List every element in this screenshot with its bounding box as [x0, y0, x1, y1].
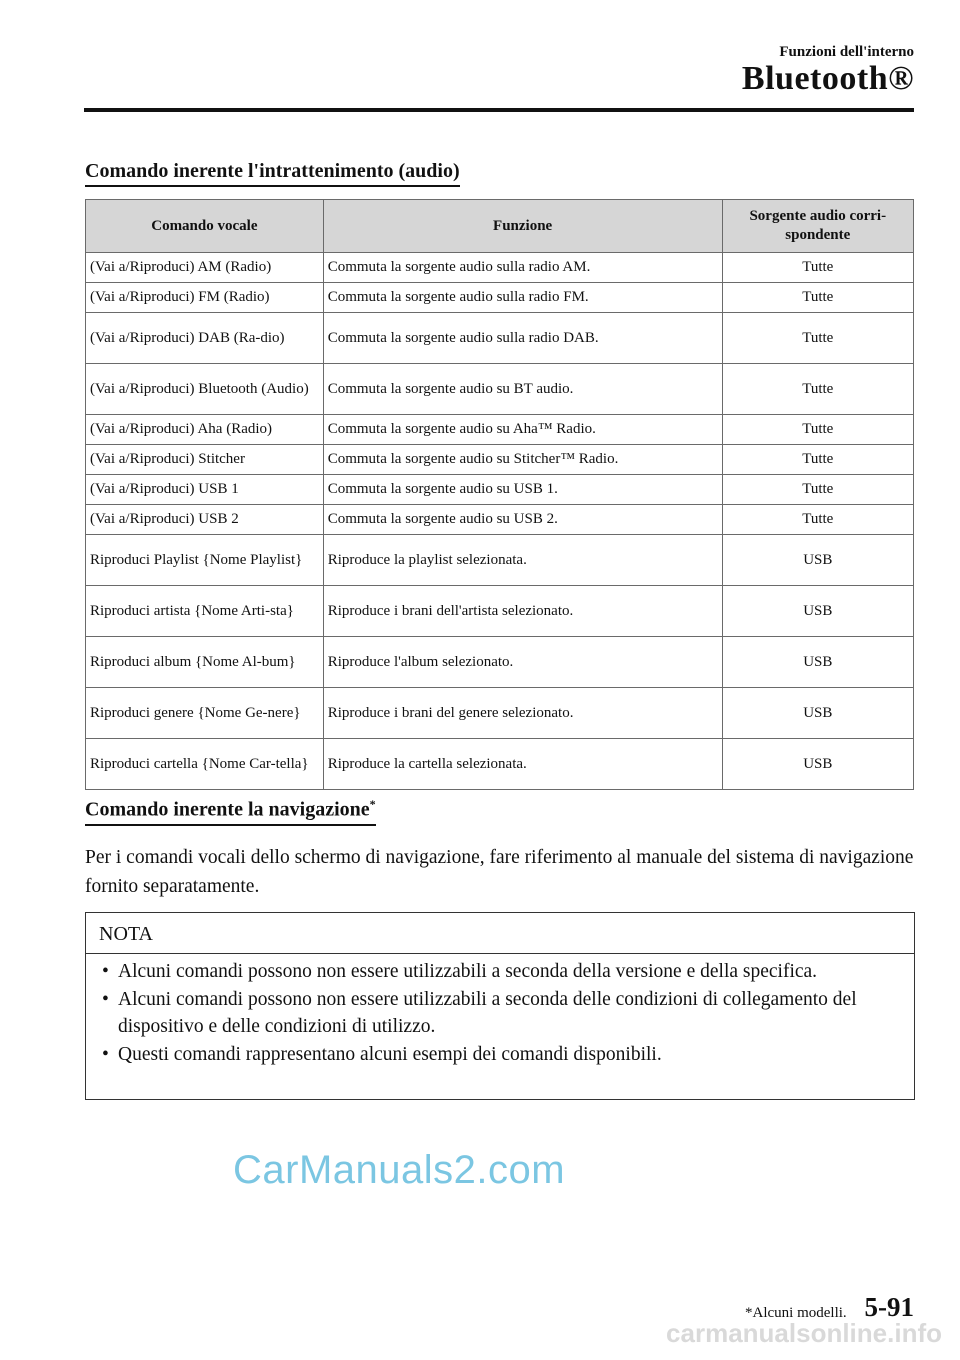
table-row: [86, 637, 914, 688]
navigation-text: Per i comandi vocali dello schermo di navigazione, fare riferimento al manuale del sistema di navigazione fornito separatamente.: [85, 847, 914, 897]
cell-function: Commuta la sorgente audio su Aha™ Radio.: [323, 415, 722, 445]
cell-command: Riproduci artista {Nome Arti-sta}: [86, 586, 324, 637]
cell-function: Commuta la sorgente audio su USB 2.: [323, 505, 722, 535]
footer-note: *Alcuni modelli.: [745, 1305, 847, 1321]
bullet-icon: •: [102, 1043, 109, 1065]
cell-command: (Vai a/Riproduci) Aha (Radio): [86, 415, 324, 445]
cell-function: Commuta la sorgente audio sulla radio AM.: [323, 253, 722, 283]
bullet-icon: •: [102, 961, 109, 982]
cell-source: USB: [722, 586, 913, 637]
column-header-command: Comando vocale: [86, 200, 324, 253]
cell-command: (Vai a/Riproduci) AM (Radio): [86, 253, 324, 283]
column-header-function: Funzione: [323, 200, 722, 253]
cell-command: Riproduci cartella {Nome Car-tella}: [86, 739, 324, 790]
cell-function: Riproduce la cartella selezionata.: [323, 739, 722, 790]
cell-function: Riproduce l'album selezionato.: [323, 637, 722, 688]
header-divider: [84, 108, 914, 112]
note-item: [86, 986, 914, 1041]
cell-command: (Vai a/Riproduci) Bluetooth (Audio): [86, 364, 324, 415]
column-header-source: Sorgente audio corri-spondente: [722, 200, 913, 253]
entertainment-heading: Comando inerente l'intrattenimento (audio): [85, 160, 460, 187]
cell-source: Tutte: [722, 505, 913, 535]
note-item: [86, 1041, 914, 1069]
cell-source: Tutte: [722, 253, 913, 283]
watermark: CarManuals2.com: [233, 1148, 566, 1192]
cell-command: (Vai a/Riproduci) DAB (Ra-dio): [86, 313, 324, 364]
table-row: [86, 475, 914, 505]
cell-source: Tutte: [722, 364, 913, 415]
cell-command: (Vai a/Riproduci) USB 2: [86, 505, 324, 535]
cell-function: Commuta la sorgente audio su Stitcher™ Radio.: [323, 445, 722, 475]
cell-source: Tutte: [722, 283, 913, 313]
cell-function: Commuta la sorgente audio sulla radio FM.: [323, 283, 722, 313]
cell-source: Tutte: [722, 475, 913, 505]
cell-function: Riproduce la playlist selezionata.: [323, 535, 722, 586]
voice-command-table: [85, 199, 914, 790]
cell-command: (Vai a/Riproduci) FM (Radio): [86, 283, 324, 313]
header-section-label: Funzioni dell'interno: [779, 44, 914, 60]
table-row: [86, 283, 914, 313]
note-title: NOTA: [86, 913, 914, 954]
navigation-heading-text: Comando inerente la navigazione: [85, 798, 370, 821]
cell-function: Commuta la sorgente audio su BT audio.: [323, 364, 722, 415]
table-row: [86, 586, 914, 637]
table-row: [86, 535, 914, 586]
page-title: Bluetooth®: [741, 60, 914, 97]
table-row: [86, 415, 914, 445]
navigation-heading-mark: *: [369, 797, 376, 811]
cell-source: USB: [722, 637, 913, 688]
cell-source: USB: [722, 535, 913, 586]
note-item-text: Alcuni comandi possono non essere utilizzabili a seconda della versione e della specifica.: [118, 961, 818, 982]
table-row: [86, 253, 914, 283]
note-list: [86, 954, 914, 1068]
table-row: [86, 688, 914, 739]
cell-function: Riproduce i brani dell'artista selezionato.: [323, 586, 722, 637]
cell-source: Tutte: [722, 313, 913, 364]
cell-command: (Vai a/Riproduci) USB 1: [86, 475, 324, 505]
note-item: [86, 958, 914, 986]
cell-function: Commuta la sorgente audio sulla radio DAB.: [323, 313, 722, 364]
cell-source: Tutte: [722, 415, 913, 445]
cell-source: Tutte: [722, 445, 913, 475]
cell-source: USB: [722, 688, 913, 739]
note-item-text: Alcuni comandi possono non essere utilizzabili a seconda delle condizioni di collegamento del dispositivo e delle condizioni di utilizzo.: [118, 988, 857, 1037]
table-row: [86, 445, 914, 475]
cell-function: Riproduce i brani del genere selezionato.: [323, 688, 722, 739]
table-row: [86, 505, 914, 535]
cell-command: Riproduci Playlist {Nome Playlist}: [86, 535, 324, 586]
cell-source: USB: [722, 739, 913, 790]
cell-command: (Vai a/Riproduci) Stitcher: [86, 445, 324, 475]
table-row: [86, 364, 914, 415]
cell-function: Commuta la sorgente audio su USB 1.: [323, 475, 722, 505]
cell-command: Riproduci genere {Nome Ge-nere}: [86, 688, 324, 739]
note-box: [85, 912, 915, 1100]
table-header-row: [86, 200, 914, 253]
navigation-heading: [85, 797, 376, 826]
page-number: 5-91: [864, 1292, 914, 1322]
footer-site-watermark: carmanualsonline.info: [666, 1318, 942, 1348]
cell-command: Riproduci album {Nome Al-bum}: [86, 637, 324, 688]
table-row: [86, 739, 914, 790]
bullet-icon: •: [102, 988, 109, 1010]
table-row: [86, 313, 914, 364]
note-item-text: Questi comandi rappresentano alcuni esempi dei comandi disponibili.: [118, 1043, 662, 1065]
